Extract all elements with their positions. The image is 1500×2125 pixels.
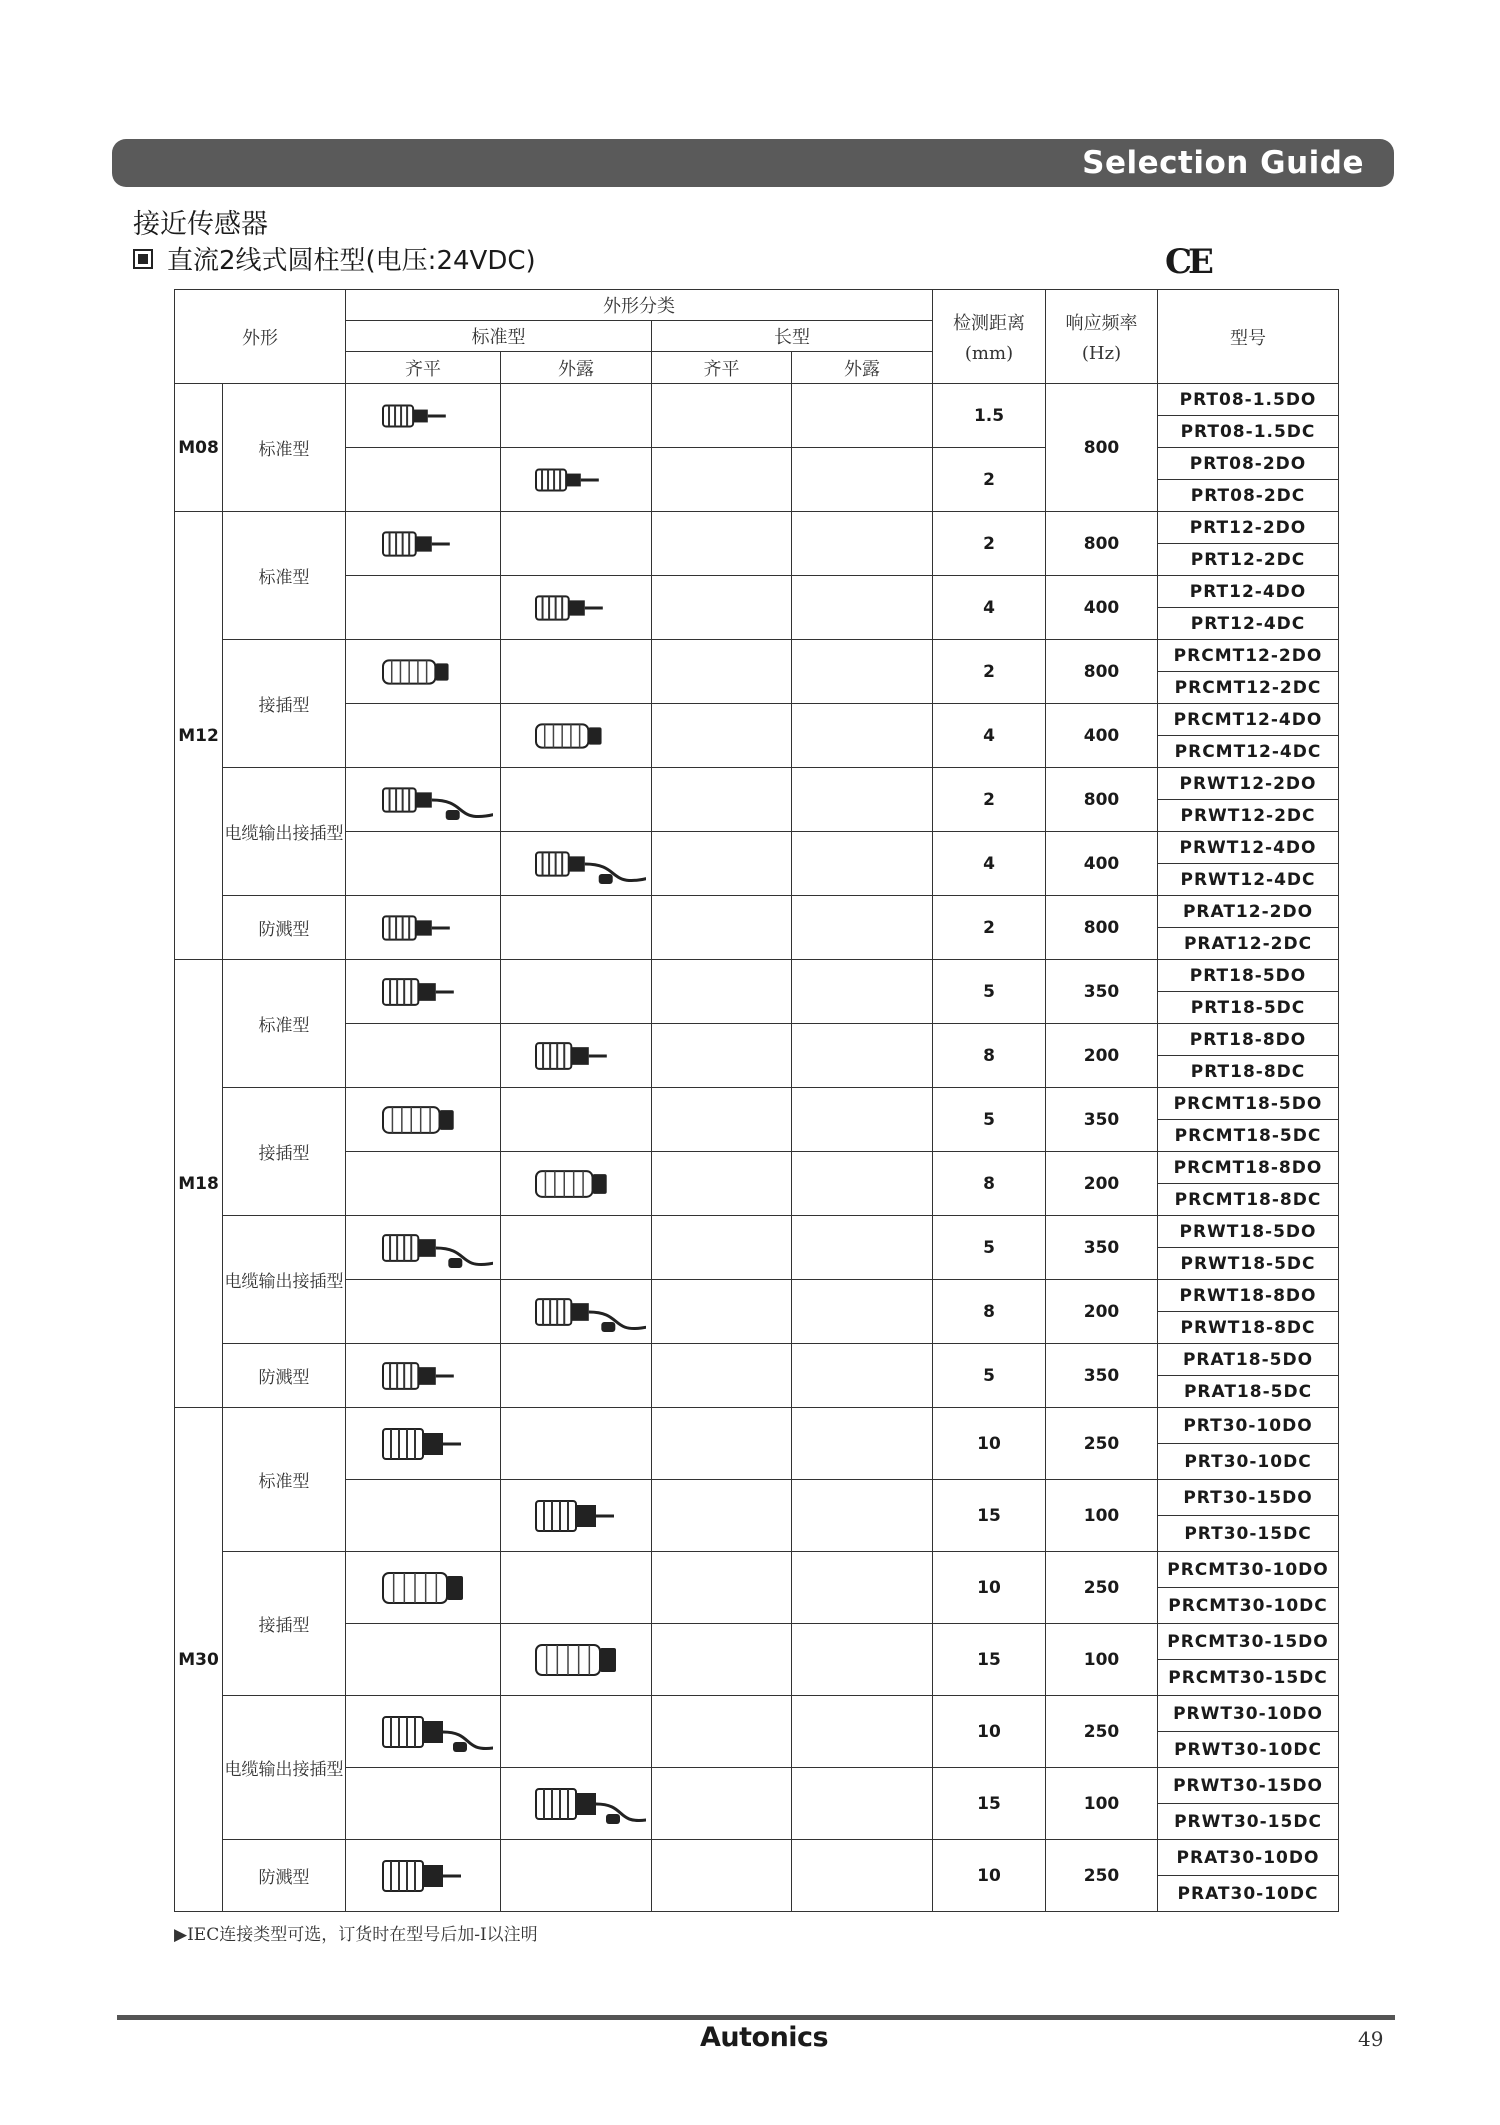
empty-cell: [501, 1408, 652, 1480]
empty-cell: [792, 768, 933, 832]
empty-cell: [652, 1024, 792, 1088]
response-frequency: 400: [1046, 576, 1158, 640]
sensing-distance: 10: [933, 1408, 1046, 1480]
response-frequency: 100: [1046, 1768, 1158, 1840]
empty-cell: [346, 448, 501, 512]
empty-cell: [792, 1344, 933, 1408]
page-number: 49: [1358, 2027, 1384, 2051]
empty-cell: [792, 1624, 933, 1696]
sensing-distance: 15: [933, 1624, 1046, 1696]
sensor-nonflush-icon: [501, 704, 652, 768]
housing-type: 标准型: [223, 960, 346, 1088]
sensing-distance: 5: [933, 1216, 1046, 1280]
header-banner: [112, 139, 1394, 187]
empty-cell: [652, 1840, 792, 1912]
empty-cell: [652, 1408, 792, 1480]
model-number: PRCMT18-8DC: [1158, 1184, 1339, 1216]
sensor-nonflush-icon: [501, 1152, 652, 1216]
model-number: PRCMT18-5DO: [1158, 1088, 1339, 1120]
table-row: [175, 1624, 1339, 1660]
table-row: [175, 1280, 1339, 1312]
model-number: PRWT30-15DO: [1158, 1768, 1339, 1804]
sensing-distance: 2: [933, 448, 1046, 512]
response-frequency: 800: [1046, 640, 1158, 704]
empty-cell: [792, 1152, 933, 1216]
table-row: [175, 640, 1339, 672]
header-classification: 外形分类: [346, 290, 933, 321]
empty-cell: [501, 512, 652, 576]
table-row: [175, 1696, 1339, 1732]
sensing-distance: 4: [933, 704, 1046, 768]
header-distance: 检测距离 (mm): [933, 290, 1046, 384]
model-number: PRCMT18-5DC: [1158, 1120, 1339, 1152]
empty-cell: [792, 1280, 933, 1344]
subtitle: [133, 240, 536, 277]
empty-cell: [792, 640, 933, 704]
response-frequency: 350: [1046, 1088, 1158, 1152]
sensor-flush-icon: [346, 1216, 501, 1280]
table-row: [175, 832, 1339, 864]
table-row: [175, 1088, 1339, 1120]
table-row: [175, 896, 1339, 928]
sensor-flush-icon: [346, 1344, 501, 1408]
response-frequency: 250: [1046, 1408, 1158, 1480]
model-number: PRWT30-15DC: [1158, 1804, 1339, 1840]
model-number: PRT12-2DO: [1158, 512, 1339, 544]
model-number: PRT08-2DO: [1158, 448, 1339, 480]
table-row: [175, 384, 1339, 416]
empty-cell: [792, 1552, 933, 1624]
size-label: M18: [175, 960, 223, 1408]
empty-cell: [652, 512, 792, 576]
table-row: [175, 1768, 1339, 1804]
sensing-distance: 15: [933, 1480, 1046, 1552]
empty-cell: [792, 512, 933, 576]
table-row: [175, 512, 1339, 544]
header-frequency: 响应频率 (Hz): [1046, 290, 1158, 384]
empty-cell: [792, 1840, 933, 1912]
empty-cell: [792, 1480, 933, 1552]
sensor-nonflush-icon: [501, 1768, 652, 1840]
response-frequency: 250: [1046, 1840, 1158, 1912]
empty-cell: [346, 1768, 501, 1840]
model-number: PRCMT12-2DO: [1158, 640, 1339, 672]
empty-cell: [501, 1840, 652, 1912]
empty-cell: [346, 1480, 501, 1552]
table-row: [175, 1024, 1339, 1056]
model-number: PRCMT30-10DO: [1158, 1552, 1339, 1588]
order-note: ▶IEC连接类型可选，订货时在型号后加-I以注明: [174, 1925, 538, 1945]
model-number: PRT30-15DO: [1158, 1480, 1339, 1516]
square-bullet-icon: [133, 249, 153, 269]
header-long: 长型: [652, 321, 933, 352]
table-row: [175, 1552, 1339, 1588]
housing-type: 防溅型: [223, 896, 346, 960]
table-row: [175, 576, 1339, 608]
sensor-nonflush-icon: [501, 448, 652, 512]
empty-cell: [501, 896, 652, 960]
model-number: PRAT12-2DC: [1158, 928, 1339, 960]
model-number: PRAT18-5DO: [1158, 1344, 1339, 1376]
sensor-nonflush-icon: [501, 1280, 652, 1344]
sensing-distance: 5: [933, 960, 1046, 1024]
header-long-nonflush: 外露: [792, 352, 933, 384]
sensing-distance: 10: [933, 1552, 1046, 1624]
model-number: PRT12-4DC: [1158, 608, 1339, 640]
empty-cell: [501, 960, 652, 1024]
empty-cell: [346, 1024, 501, 1088]
sensor-flush-icon: [346, 1840, 501, 1912]
sensing-distance: 15: [933, 1768, 1046, 1840]
empty-cell: [652, 704, 792, 768]
header-model: 型号: [1158, 290, 1339, 384]
table-row: [175, 768, 1339, 800]
footer-rule: [117, 2015, 1395, 2020]
empty-cell: [792, 1768, 933, 1840]
model-number: PRT30-10DC: [1158, 1444, 1339, 1480]
housing-type: 接插型: [223, 1088, 346, 1216]
response-frequency: 100: [1046, 1624, 1158, 1696]
housing-type: 防溅型: [223, 1344, 346, 1408]
sensor-nonflush-icon: [501, 1624, 652, 1696]
model-number: PRCMT30-15DC: [1158, 1660, 1339, 1696]
response-frequency: 250: [1046, 1696, 1158, 1768]
table-row: [175, 704, 1339, 736]
category-title: 接近传感器: [133, 209, 268, 240]
model-number: PRWT18-8DC: [1158, 1312, 1339, 1344]
sensing-distance: 1.5: [933, 384, 1046, 448]
ce-mark-icon: CE: [1165, 242, 1210, 282]
empty-cell: [792, 448, 933, 512]
empty-cell: [501, 1344, 652, 1408]
empty-cell: [652, 960, 792, 1024]
header-nonflush: 外露: [501, 352, 652, 384]
sensing-distance: 2: [933, 896, 1046, 960]
model-number: PRT18-5DO: [1158, 960, 1339, 992]
housing-type: 电缆输出接插型: [223, 1696, 346, 1840]
sensor-nonflush-icon: [501, 576, 652, 640]
empty-cell: [346, 832, 501, 896]
sensing-distance: 2: [933, 512, 1046, 576]
empty-cell: [652, 1280, 792, 1344]
empty-cell: [792, 960, 933, 1024]
response-frequency: 800: [1046, 512, 1158, 576]
model-number: PRT12-4DO: [1158, 576, 1339, 608]
empty-cell: [346, 1624, 501, 1696]
housing-type: 防溅型: [223, 1840, 346, 1912]
model-number: PRT30-15DC: [1158, 1516, 1339, 1552]
empty-cell: [501, 1552, 652, 1624]
sensor-flush-icon: [346, 384, 501, 448]
sensing-distance: 5: [933, 1088, 1046, 1152]
sensing-distance: 2: [933, 768, 1046, 832]
model-number: PRCMT30-10DC: [1158, 1588, 1339, 1624]
model-number: PRAT30-10DO: [1158, 1840, 1339, 1876]
table-body: [175, 384, 1339, 1912]
sensor-flush-icon: [346, 960, 501, 1024]
empty-cell: [652, 1088, 792, 1152]
sensing-distance: 8: [933, 1280, 1046, 1344]
model-number: PRT18-8DC: [1158, 1056, 1339, 1088]
empty-cell: [652, 1152, 792, 1216]
empty-cell: [792, 384, 933, 448]
model-number: PRCMT30-15DO: [1158, 1624, 1339, 1660]
sensor-flush-icon: [346, 1408, 501, 1480]
header-title: Selection Guide: [1082, 145, 1364, 181]
response-frequency: 350: [1046, 960, 1158, 1024]
sensing-distance: 8: [933, 1152, 1046, 1216]
model-number: PRAT18-5DC: [1158, 1376, 1339, 1408]
model-number: PRT12-2DC: [1158, 544, 1339, 576]
empty-cell: [792, 1088, 933, 1152]
empty-cell: [792, 576, 933, 640]
header-standard: 标准型: [346, 321, 652, 352]
model-number: PRT08-2DC: [1158, 480, 1339, 512]
empty-cell: [652, 896, 792, 960]
table-row: [175, 1480, 1339, 1516]
housing-type: 接插型: [223, 1552, 346, 1696]
model-number: PRCMT12-2DC: [1158, 672, 1339, 704]
sensor-flush-icon: [346, 768, 501, 832]
sensor-nonflush-icon: [501, 1024, 652, 1088]
empty-cell: [652, 1216, 792, 1280]
table-row: [175, 1840, 1339, 1876]
model-number: PRT08-1.5DO: [1158, 384, 1339, 416]
response-frequency: 200: [1046, 1152, 1158, 1216]
sensor-flush-icon: [346, 1696, 501, 1768]
size-label: M12: [175, 512, 223, 960]
empty-cell: [792, 832, 933, 896]
size-label: M30: [175, 1408, 223, 1912]
empty-cell: [501, 640, 652, 704]
empty-cell: [652, 640, 792, 704]
table-row: [175, 1408, 1339, 1444]
header-long-flush: 齐平: [652, 352, 792, 384]
empty-cell: [792, 704, 933, 768]
empty-cell: [652, 832, 792, 896]
empty-cell: [346, 1152, 501, 1216]
selection-table: [174, 289, 1339, 1912]
sensor-flush-icon: [346, 1088, 501, 1152]
empty-cell: [501, 768, 652, 832]
table-row: [175, 1152, 1339, 1184]
table-row: [175, 448, 1339, 480]
housing-type: 电缆输出接插型: [223, 768, 346, 896]
header-shape: 外形: [175, 290, 346, 384]
sensing-distance: 10: [933, 1840, 1046, 1912]
housing-type: 标准型: [223, 1408, 346, 1552]
sensor-flush-icon: [346, 896, 501, 960]
sensing-distance: 2: [933, 640, 1046, 704]
empty-cell: [501, 1696, 652, 1768]
empty-cell: [652, 1552, 792, 1624]
model-number: PRCMT18-8DO: [1158, 1152, 1339, 1184]
brand-logo: Autonics: [700, 2022, 829, 2053]
model-number: PRT18-5DC: [1158, 992, 1339, 1024]
response-frequency: 400: [1046, 832, 1158, 896]
empty-cell: [792, 1408, 933, 1480]
model-number: PRWT18-5DO: [1158, 1216, 1339, 1248]
empty-cell: [501, 1216, 652, 1280]
model-number: PRWT12-2DO: [1158, 768, 1339, 800]
model-number: PRCMT12-4DO: [1158, 704, 1339, 736]
empty-cell: [652, 1696, 792, 1768]
response-frequency: 400: [1046, 704, 1158, 768]
empty-cell: [792, 1216, 933, 1280]
empty-cell: [501, 384, 652, 448]
response-frequency: 800: [1046, 768, 1158, 832]
model-number: PRWT18-8DO: [1158, 1280, 1339, 1312]
empty-cell: [346, 704, 501, 768]
table-row: [175, 960, 1339, 992]
response-frequency: 350: [1046, 1344, 1158, 1408]
empty-cell: [792, 1696, 933, 1768]
response-frequency: 800: [1046, 384, 1158, 512]
empty-cell: [652, 384, 792, 448]
size-label: M08: [175, 384, 223, 512]
subtitle-text: 直流2线式圆柱型(电压:24VDC): [167, 246, 536, 276]
model-number: PRWT12-4DO: [1158, 832, 1339, 864]
model-number: PRWT30-10DO: [1158, 1696, 1339, 1732]
empty-cell: [346, 576, 501, 640]
housing-type: 接插型: [223, 640, 346, 768]
empty-cell: [652, 448, 792, 512]
model-number: PRWT12-2DC: [1158, 800, 1339, 832]
empty-cell: [652, 1624, 792, 1696]
housing-type: 电缆输出接插型: [223, 1216, 346, 1344]
response-frequency: 350: [1046, 1216, 1158, 1280]
table-row: [175, 1216, 1339, 1248]
response-frequency: 100: [1046, 1480, 1158, 1552]
model-number: PRAT30-10DC: [1158, 1876, 1339, 1912]
sensing-distance: 5: [933, 1344, 1046, 1408]
response-frequency: 800: [1046, 896, 1158, 960]
sensor-nonflush-icon: [501, 832, 652, 896]
empty-cell: [652, 576, 792, 640]
model-number: PRCMT12-4DC: [1158, 736, 1339, 768]
model-number: PRWT30-10DC: [1158, 1732, 1339, 1768]
model-number: PRAT12-2DO: [1158, 896, 1339, 928]
empty-cell: [652, 1480, 792, 1552]
table-row: [175, 1344, 1339, 1376]
response-frequency: 200: [1046, 1024, 1158, 1088]
header-flush: 齐平: [346, 352, 501, 384]
model-number: PRT30-10DO: [1158, 1408, 1339, 1444]
sensing-distance: 4: [933, 576, 1046, 640]
sensing-distance: 8: [933, 1024, 1046, 1088]
empty-cell: [501, 1088, 652, 1152]
empty-cell: [652, 1768, 792, 1840]
housing-type: 标准型: [223, 512, 346, 640]
sensor-flush-icon: [346, 1552, 501, 1624]
empty-cell: [792, 896, 933, 960]
model-number: PRT18-8DO: [1158, 1024, 1339, 1056]
model-number: PRWT12-4DC: [1158, 864, 1339, 896]
response-frequency: 250: [1046, 1552, 1158, 1624]
housing-type: 标准型: [223, 384, 346, 512]
sensor-nonflush-icon: [501, 1480, 652, 1552]
response-frequency: 200: [1046, 1280, 1158, 1344]
sensing-distance: 10: [933, 1696, 1046, 1768]
empty-cell: [346, 1280, 501, 1344]
empty-cell: [792, 1024, 933, 1088]
sensor-flush-icon: [346, 512, 501, 576]
model-number: PRT08-1.5DC: [1158, 416, 1339, 448]
model-number: PRWT18-5DC: [1158, 1248, 1339, 1280]
empty-cell: [652, 1344, 792, 1408]
empty-cell: [652, 768, 792, 832]
sensing-distance: 4: [933, 832, 1046, 896]
sensor-flush-icon: [346, 640, 501, 704]
